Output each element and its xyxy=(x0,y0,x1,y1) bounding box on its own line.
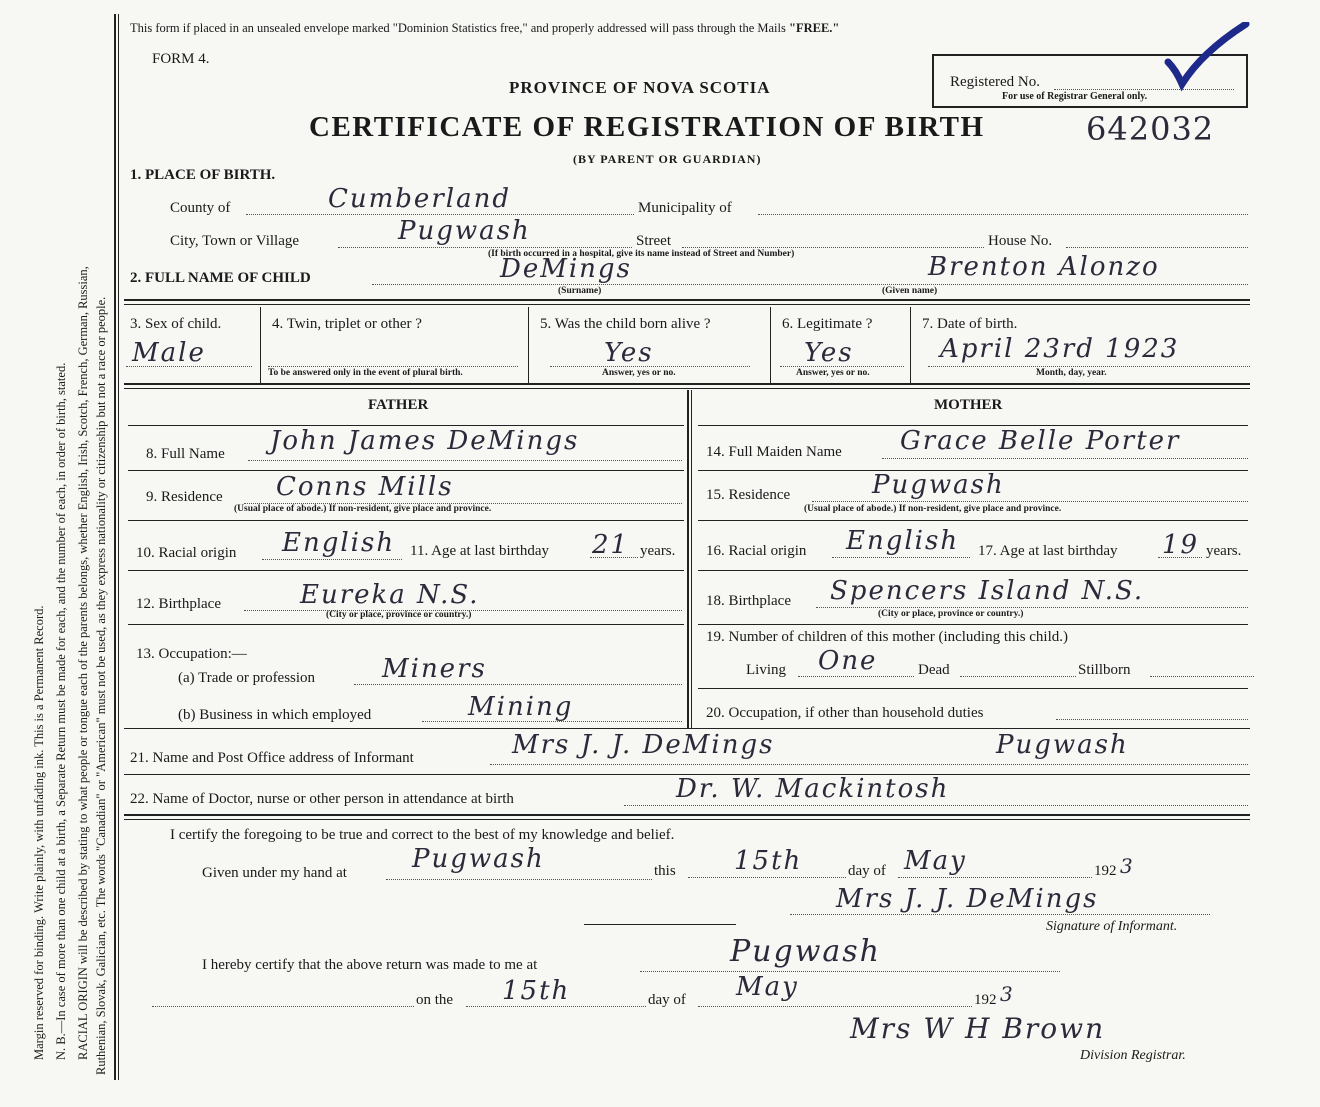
legitimate-value: Yes xyxy=(804,338,854,368)
registrar-year-prefix: 192 xyxy=(974,992,997,1008)
informant-name-value: Mrs J. J. DeMings xyxy=(512,730,775,760)
city-value: Pugwash xyxy=(398,216,531,246)
street-label: Street xyxy=(636,233,671,249)
mother-dead-label: Dead xyxy=(918,662,950,678)
registrar-day-value: 15th xyxy=(502,976,571,1006)
registrar-day-of-label: day of xyxy=(648,992,686,1008)
mother-racial-label: 16. Racial origin xyxy=(706,543,807,559)
date-of-birth-value: April 23rd 1923 xyxy=(940,334,1180,364)
informant-signature: Mrs J. J. DeMings xyxy=(836,884,1099,914)
twin-label: 4. Twin, triplet or other ? xyxy=(272,316,422,332)
informant-label: 21. Name and Post Office address of Informant xyxy=(130,750,414,766)
registrar-place-value: Pugwash xyxy=(730,934,881,969)
mother-residence-value: Pugwash xyxy=(872,470,1005,500)
county-label: County of xyxy=(170,200,231,216)
county-value: Cumberland xyxy=(328,184,511,214)
divider xyxy=(124,299,1250,301)
margin-rule xyxy=(114,14,116,1080)
margin-note-1: Margin reserved for binding. Write plainly, with unfading ink. This is a Permanent Record. xyxy=(32,605,46,1060)
legitimate-label: 6. Legitimate ? xyxy=(782,316,873,332)
mailing-notice: This form if placed in an unsealed envelope marked "Dominion Statistics free," and properly addressed will pass through the Mails "FREE." xyxy=(130,21,840,35)
margin-note-4: Ruthenian, Slovak, Galician, etc. The words "Canadian" or "American" must not be used, as they express nationality or citizenship but not a race or people. xyxy=(94,296,108,1075)
certification-statement: I certify the foregoing to be true and correct to the best of my knowledge and belief. xyxy=(170,827,675,843)
mother-heading: MOTHER xyxy=(934,397,1003,413)
certificate-subtitle: (BY PARENT OR GUARDIAN) xyxy=(573,152,762,166)
mother-age-value: 19 xyxy=(1162,530,1200,560)
city-label: City, Town or Village xyxy=(170,233,300,249)
mother-living-label: Living xyxy=(746,662,786,678)
father-trade-label: (a) Trade or profession xyxy=(178,670,316,686)
twin-note: To be answered only in the event of plural birth. xyxy=(268,368,463,378)
mother-name-label: 14. Full Maiden Name xyxy=(706,444,842,460)
date-of-birth-note: Month, day, year. xyxy=(1036,368,1107,378)
mother-birthplace-note: (City or place, province or country.) xyxy=(878,609,1024,619)
sex-value: Male xyxy=(132,338,206,368)
given-year-prefix: 192 xyxy=(1094,863,1117,879)
registrar-year-suffix: 3 xyxy=(1000,982,1015,1006)
mother-living-value: One xyxy=(818,646,878,676)
margin-note-3: RACIAL ORIGIN will be described by stating to what people or tongue each of the parents belongs, whether English, Irish, Scotch, French, German, Russian, xyxy=(76,266,90,1060)
father-business-value: Mining xyxy=(468,692,574,722)
given-year-suffix: 3 xyxy=(1120,854,1135,878)
divider xyxy=(124,304,1250,305)
registrar-on-the-label: on the xyxy=(416,992,454,1008)
father-residence-value: Conns Mills xyxy=(276,472,454,502)
mother-age-unit: years. xyxy=(1206,543,1242,559)
child-name-label: 2. FULL NAME OF CHILD xyxy=(130,270,311,286)
street-note: (If birth occurred in a hospital, give its name instead of Street and Number) xyxy=(488,249,795,259)
mother-birthplace-label: 18. Birthplace xyxy=(706,593,791,609)
registrar-month-value: May xyxy=(736,972,799,1002)
born-alive-note: Answer, yes or no. xyxy=(602,368,676,378)
mother-racial-value: English xyxy=(846,526,960,556)
father-birthplace-note: (City or place, province or country.) xyxy=(326,610,472,620)
given-day-value: 15th xyxy=(734,846,803,876)
father-heading: FATHER xyxy=(368,397,429,413)
mother-stillborn-label: Stillborn xyxy=(1078,662,1131,678)
registrar-signature: Mrs W H Brown xyxy=(850,1012,1106,1045)
given-at-label: Given under my hand at xyxy=(202,865,347,881)
check-mark-icon xyxy=(1162,22,1252,92)
given-month-value: May xyxy=(904,846,967,876)
province-title: PROVINCE OF NOVA SCOTIA xyxy=(509,78,771,97)
mother-name-value: Grace Belle Porter xyxy=(900,426,1181,456)
child-surname-value: DeMings xyxy=(500,254,632,284)
this-label: this xyxy=(654,863,676,879)
registrar-signature-label: Division Registrar. xyxy=(1080,1048,1186,1063)
given-place-value: Pugwash xyxy=(412,844,545,874)
registered-box xyxy=(932,54,1248,108)
father-business-label: (b) Business in which employed xyxy=(178,707,372,723)
born-alive-value: Yes xyxy=(604,338,654,368)
given-day-of-label: day of xyxy=(848,863,886,879)
margin-note-2: N. B.—In case of more than one child at a birth, a Separate Return must be made for each, and the number of each, in order of birth, stated. xyxy=(54,362,68,1060)
father-birthplace-label: 12. Birthplace xyxy=(136,596,221,612)
legitimate-note: Answer, yes or no. xyxy=(796,368,870,378)
father-birthplace-value: Eureka N.S. xyxy=(300,580,480,610)
father-age-unit: years. xyxy=(640,543,676,559)
municipality-label: Municipality of xyxy=(638,200,732,216)
certificate-title: CERTIFICATE OF REGISTRATION OF BIRTH xyxy=(309,111,985,143)
mother-age-label: 17. Age at last birthday xyxy=(978,543,1118,559)
place-of-birth-label: 1. PLACE OF BIRTH. xyxy=(130,167,276,183)
father-name-value: John James DeMings xyxy=(270,426,580,456)
certificate-number: 642032 xyxy=(1086,110,1215,148)
child-given-name-value: Brenton Alonzo xyxy=(928,252,1160,282)
margin-rule-inner xyxy=(118,14,119,1080)
father-racial-label: 10. Racial origin xyxy=(136,545,237,561)
mother-children-label: 19. Number of children of this mother (including this child.) xyxy=(706,629,1069,645)
given-name-note: (Given name) xyxy=(882,286,938,296)
father-residence-note: (Usual place of abode.) If non-resident, give place and province. xyxy=(234,504,492,514)
mother-residence-note: (Usual place of abode.) If non-resident, give place and province. xyxy=(804,504,1062,514)
registered-note: For use of Registrar General only. xyxy=(1002,91,1148,102)
born-alive-label: 5. Was the child born alive ? xyxy=(540,316,711,332)
father-age-label: 11. Age at last birthday xyxy=(410,543,549,559)
doctor-value: Dr. W. Mackintosh xyxy=(676,774,950,804)
father-occupation-label: 13. Occupation:— xyxy=(136,646,247,662)
form-number: FORM 4. xyxy=(152,51,210,67)
informant-signature-label: Signature of Informant. xyxy=(1046,919,1178,934)
father-name-label: 8. Full Name xyxy=(146,446,225,462)
mother-residence-label: 15. Residence xyxy=(706,487,791,503)
informant-address-value: Pugwash xyxy=(996,730,1129,760)
date-of-birth-label: 7. Date of birth. xyxy=(922,316,1018,332)
registered-label: Registered No. xyxy=(950,74,1040,90)
surname-note: (Surname) xyxy=(558,286,602,296)
father-racial-value: English xyxy=(282,528,396,558)
sex-label: 3. Sex of child. xyxy=(130,316,222,332)
father-age-value: 21 xyxy=(592,530,630,560)
registrar-statement: I hereby certify that the above return was made to me at xyxy=(202,957,538,973)
mother-birthplace-value: Spencers Island N.S. xyxy=(830,576,1145,606)
father-trade-value: Miners xyxy=(382,654,487,684)
mother-occupation-label: 20. Occupation, if other than household duties xyxy=(706,705,984,721)
house-number-label: House No. xyxy=(988,233,1053,249)
father-residence-label: 9. Residence xyxy=(146,489,223,505)
doctor-label: 22. Name of Doctor, nurse or other person in attendance at birth xyxy=(130,791,514,807)
